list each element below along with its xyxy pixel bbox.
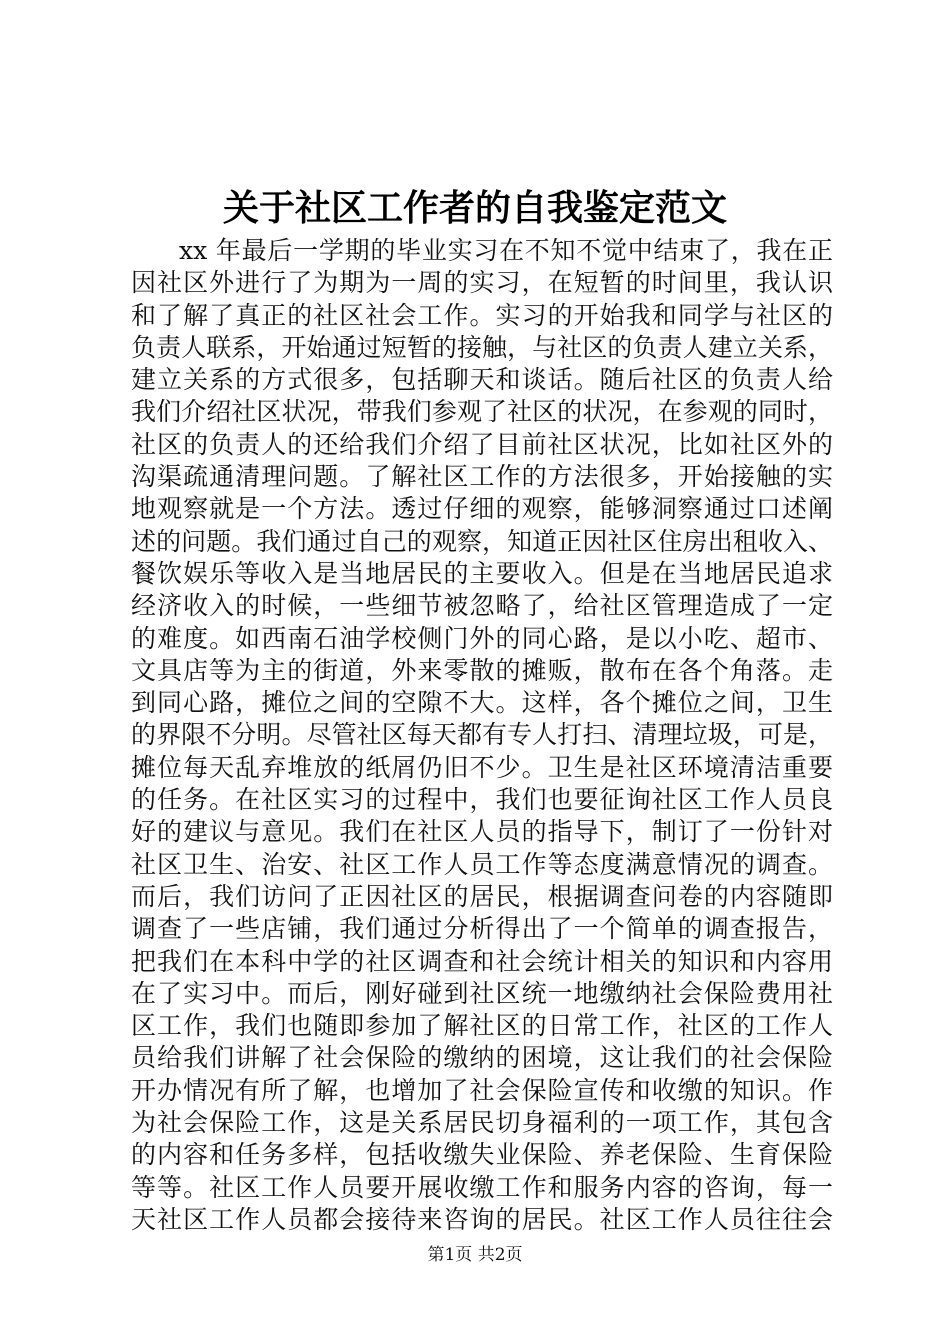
body-line: 的任务。在社区实习的过程中，我们也要征询社区工作人员良	[131, 785, 833, 815]
body-line: 开办情况有所了解，也增加了社会保险宣传和收缴的知识。作	[131, 1075, 833, 1105]
body-line: 经济收入的时候，一些细节被忽略了，给社区管理造成了一定	[131, 591, 833, 621]
body-line: xx 年最后一学期的毕业实习在不知不觉中结束了，我在正	[179, 236, 833, 265]
body-line: 社区的负责人的还给我们介绍了目前社区状况，比如社区外的	[131, 429, 833, 459]
body-line: 沟渠疏通清理问题。了解社区工作的方法很多，开始接触的实	[131, 462, 833, 492]
body-line: 的界限不分明。尽管社区每天都有专人打扫、清理垃圾，可是，	[131, 720, 833, 750]
body-line: 地观察就是一个方法。透过仔细的观察，能够洞察通过口述阐	[131, 494, 833, 524]
body-line: 摊位每天乱弃堆放的纸屑仍旧不少。卫生是社区环境清洁重要	[131, 752, 833, 782]
body-line: 负责人联系，开始通过短暂的接触，与社区的负责人建立关系，	[131, 332, 833, 362]
page-footer: 第1页 共2页	[427, 1245, 523, 1265]
body-line: 好的建议与意见。我们在社区人员的指导下，制订了一份针对	[131, 817, 833, 847]
body-line: 建立关系的方式很多，包括聊天和谈话。随后社区的负责人给	[131, 365, 833, 395]
body-line: 调查了一些店铺，我们通过分析得出了一个简单的调查报告，	[131, 914, 833, 944]
body-line: 文具店等为主的街道，外来零散的摊贩，散布在各个角落。走	[131, 655, 833, 685]
body-line: 天社区工作人员都会接待来咨询的居民。社区工作人员往往会	[131, 1204, 833, 1234]
body-line: 因社区外进行了为期为一周的实习，在短暂的时间里，我认识	[131, 268, 833, 298]
body-line: 到同心路，摊位之间的空隙不大。这样，各个摊位之间，卫生	[131, 688, 833, 718]
body-line: 员给我们讲解了社会保险的缴纳的困境，这让我们的社会保险	[131, 1043, 833, 1073]
document-title: 关于社区工作者的自我鉴定范文	[222, 187, 727, 229]
body-line: 为社会保险工作，这是关系居民切身福利的一项工作，其包含	[131, 1108, 833, 1138]
body-line: 的难度。如西南石油学校侧门外的同心路，是以小吃、超市、	[131, 623, 833, 653]
body-line: 社区卫生、治安、社区工作人员工作等态度满意情况的调查。	[131, 849, 833, 879]
body-line: 述的问题。我们通过自己的观察，知道正因社区住房出租收入、	[131, 526, 833, 556]
body-line: 和了解了真正的社区社会工作。实习的开始我和同学与社区的	[131, 300, 833, 330]
body-line: 等等。社区工作人员要开展收缴工作和服务内容的咨询，每一	[131, 1172, 833, 1202]
body-line: 而后，我们访问了正因社区的居民，根据调查问卷的内容随即	[131, 881, 833, 911]
body-line: 我们介绍社区状况，带我们参观了社区的状况，在参观的同时，	[131, 397, 833, 427]
body-line: 的内容和任务多样，包括收缴失业保险、养老保险、生育保险	[131, 1140, 833, 1170]
body-line: 餐饮娱乐等收入是当地居民的主要收入。但是在当地居民追求	[131, 558, 833, 588]
document-body	[131, 235, 833, 1236]
body-line: 在了实习中。而后，刚好碰到社区统一地缴纳社会保险费用社	[131, 978, 833, 1008]
body-line: 区工作，我们也随即参加了解社区的日常工作，社区的工作人	[131, 1011, 833, 1041]
body-line: 把我们在本科中学的社区调查和社会统计相关的知识和内容用	[131, 946, 833, 976]
